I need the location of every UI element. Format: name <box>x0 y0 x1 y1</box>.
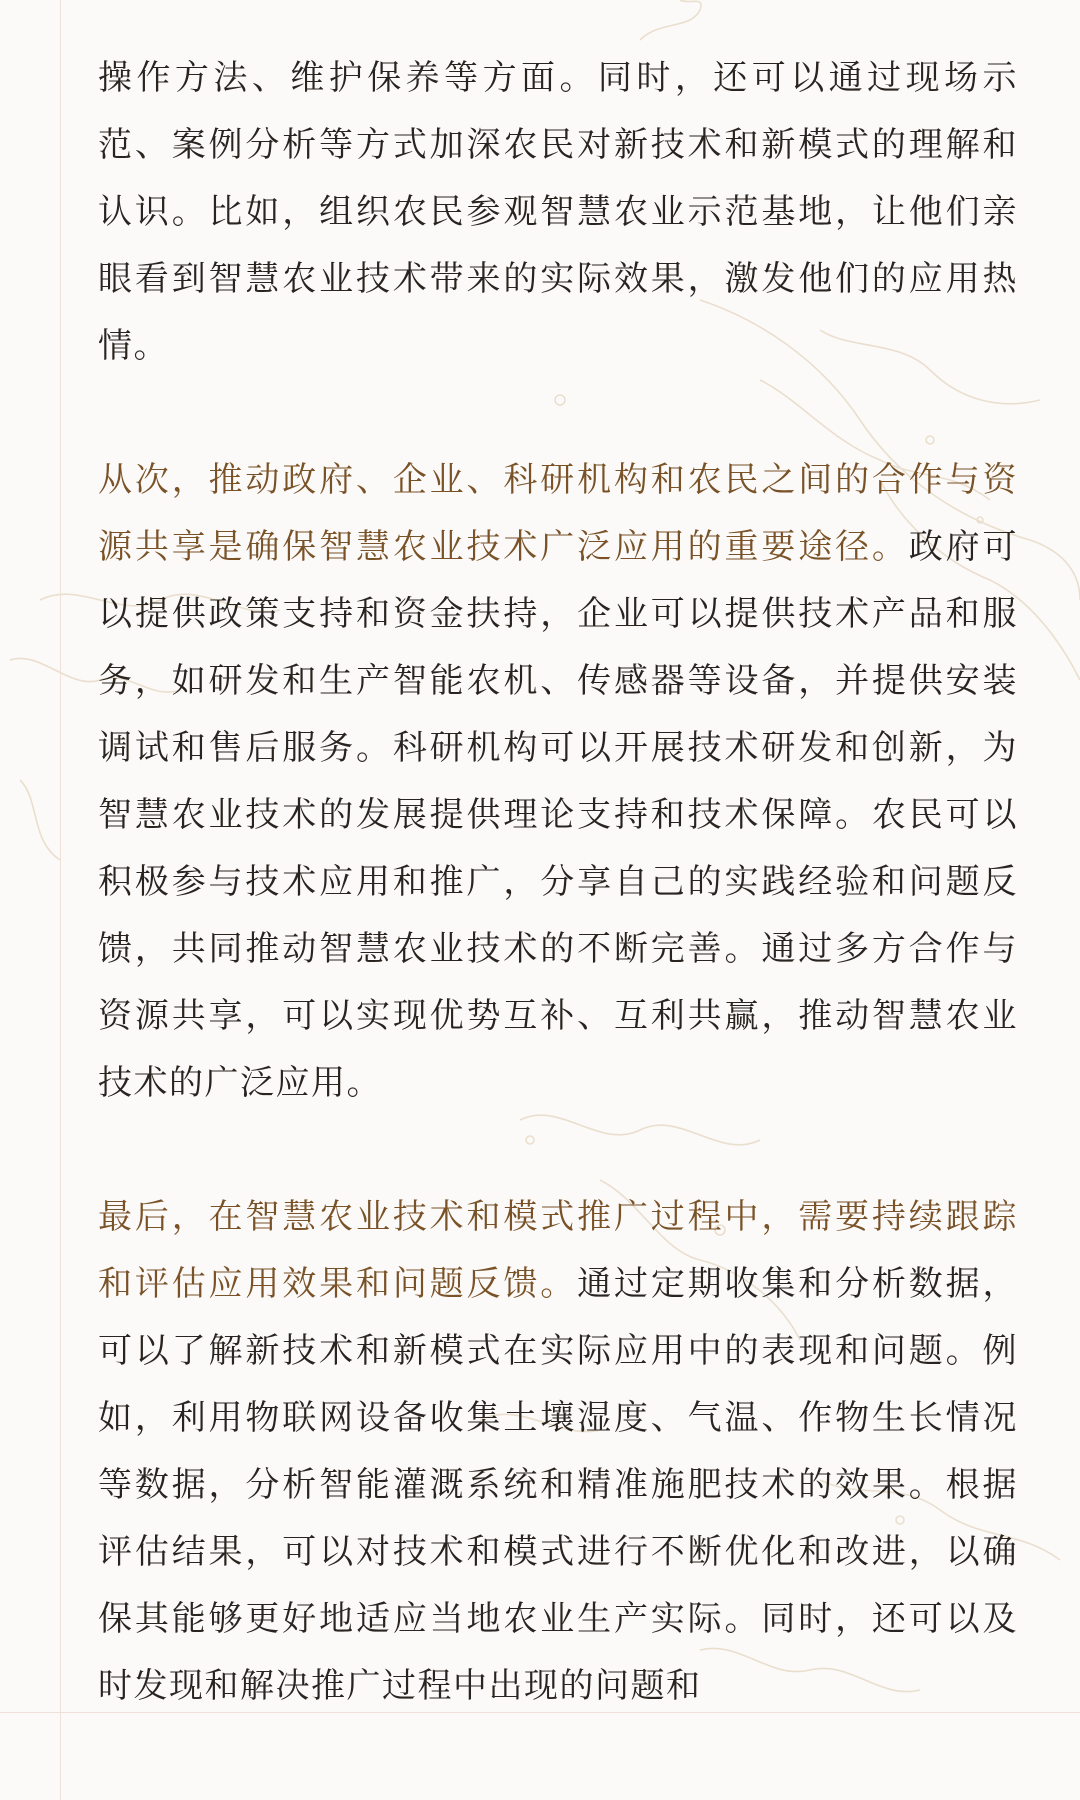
paragraph-3 <box>98 1184 1018 1720</box>
paragraph-3-highlight: 最后，在智慧农业技术和模式推广过程中，需要持续跟踪和评估应用效果和问题反馈。 <box>98 1197 1018 1304</box>
paragraph-2 <box>98 447 1018 1117</box>
paragraph-1 <box>98 45 1018 380</box>
article-body <box>98 45 1018 1720</box>
paragraph-3-text: 通过定期收集和分析数据，可以了解新技术和新模式在实际应用中的表现和问题。例如，利用物联网设备收集土壤湿度、气温、作物生长情况等数据，分析智能灌溉系统和精准施肥技术的效果。根据评估结果，可以对技术和模式进行不断优化和改进，以确保其能够更好地适应当地农业生产实际。同时，还可以及时发现和解决推广过程中出现的问题和 <box>98 1264 1019 1706</box>
left-margin-rule <box>60 0 61 1800</box>
paragraph-2-highlight: 从次，推动政府、企业、科研机构和农民之间的合作与资源共享是确保智慧农业技术广泛应用的重要途径。 <box>98 460 1018 567</box>
paragraph-2-text: 政府可以提供政策支持和资金扶持，企业可以提供技术产品和服务，如研发和生产智能农机、传感器等设备，并提供安装调试和售后服务。科研机构可以开展技术研发和创新，为智慧农业技术的发展提供理论支持和技术保障。农民可以积极参与技术应用和推广，分享自己的实践经验和问题反馈，共同推动智慧农业技术的不断完善。通过多方合作与资源共享，可以实现优势互补、互利共赢，推动智慧农业技术的广泛应用。 <box>98 527 1019 1103</box>
paragraph-1-text: 操作方法、维护保养等方面。同时，还可以通过现场示范、案例分析等方式加深农民对新技术和新模式的理解和认识。比如，组织农民参观智慧农业示范基地，让他们亲眼看到智慧农业技术带来的实际效果，激发他们的应用热情。 <box>98 58 1018 366</box>
